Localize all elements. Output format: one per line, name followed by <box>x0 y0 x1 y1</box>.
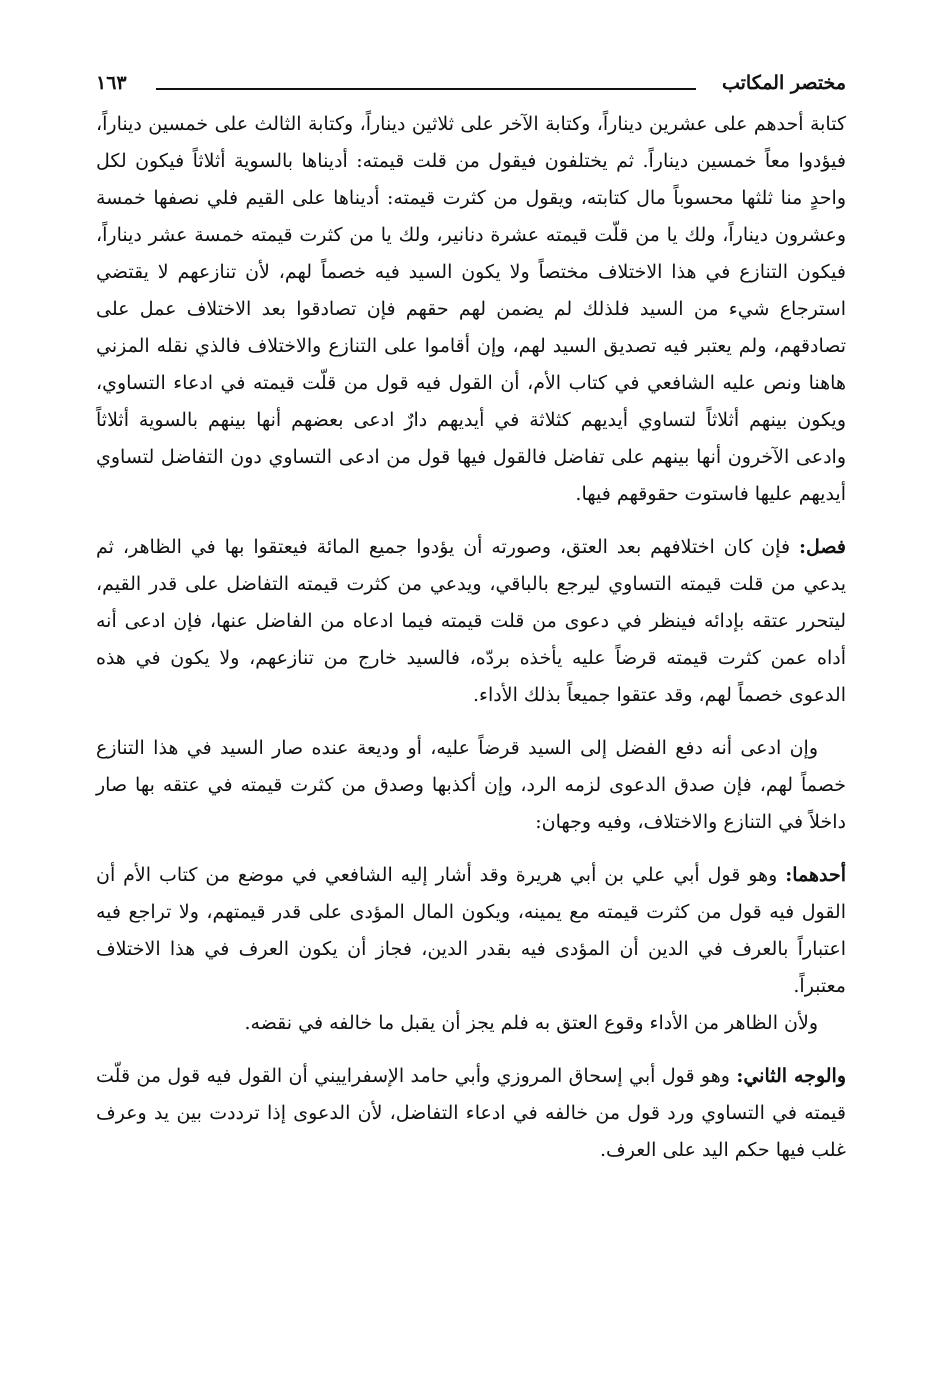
section-term: فصل: <box>799 536 846 558</box>
paragraph <box>96 1005 846 1042</box>
section-term: أحدهما: <box>785 864 846 886</box>
paragraph-text: وهو قول أبي علي بن أبي هريرة وقد أشار إليه الشافعي في موضع من كتاب الأم أن القول فيه قول من كثرت قيمته مع يمينه، ويكون المال المؤدى على قدر قيمتهم، ولا تراجع فيه اعتباراً بالعرف في الدين أن المؤدى فيه بقدر الدين، فجاز أن يكون العرف في هذا الاختلاف معتبراً. <box>96 864 846 997</box>
body-text <box>96 106 846 1169</box>
paragraph <box>96 106 846 513</box>
paragraph-text: وهو قول أبي إسحاق المروزي وأبي حامد الإسفراييني أن القول فيه قول من قلّت قيمته في التساوي ورد قول من خالفه في ادعاء التفاضل، لأن الدعوى إذا ترددت بين يد وعرف غلب فيها حكم اليد على العرف. <box>96 1065 846 1161</box>
paragraph <box>96 529 846 714</box>
header-title: مختصر المكاتب <box>721 72 846 94</box>
paragraph-text: وإن ادعى أنه دفع الفضل إلى السيد قرضاً عليه، أو وديعة عنده صار السيد في هذا التنازع خصماً لهم، فإن صدق الدعوى لزمه الرد، وإن أكذبها وصدق من كثرت قيمته في عتقه بها صار داخلاً في التنازع والاختلاف، وفيه وجهان: <box>96 737 846 833</box>
paragraph <box>96 730 846 841</box>
paragraph-text: كتابة أحدهم على عشرين ديناراً، وكتابة الآخر على ثلاثين ديناراً، وكتابة الثالث على خمسين ديناراً، فيؤدوا معاً خمسين ديناراً. ثم يختلفون فيقول من قلت قيمته: أديناها بالسوية أثلاثاً فيكون لكل واحدٍ منا ثلثها محسوباً مال كتابته، ويقول من كثرت قيمته: أديناها على القيم فلي نصفها خمسة وعشرون ديناراً، ولك يا من قلّت قيمته عشرة دنانير، ولك يا من كثرت قيمته خمسة عشر ديناراً، فيكون التنازع في هذا الاختلاف مختصاً ولا يكون السيد فيه خصماً لهم، لأن تنازعهم لا يقتضي استرجاع شيء من السيد فلذلك لم يضمن لهم حقهم فإن تصادقوا بعد الاختلاف عمل على تصادقهم، ولم يعتبر فيه تصديق السيد لهم، وإن أقاموا على التنازع والاختلاف فالذي نقله المزني هاهنا ونص عليه الشافعي في كتاب الأم، أن القول فيه قول من قلّت قيمته في ادعاء التساوي، ويكون بينهم أثلاثاً لتساوي أيديهم كثلاثة في أيديهم دارٌ ادعى بعضهم أنها بينهم بالسوية أثلاثاً وادعى الآخرون أنها بينهم على تفاضل فالقول فيها قول من ادعى التساوي دون التفاضل لتساوي أيديهم عليها فاستوت حقوقهم فيها. <box>96 113 846 505</box>
running-header <box>96 72 846 106</box>
page-number: ١٦٣ <box>96 72 127 94</box>
header-rule <box>156 88 696 90</box>
paragraph <box>96 857 846 1005</box>
section-term: والوجه الثاني: <box>736 1065 846 1087</box>
paragraph-text: ولأن الظاهر من الأداء وقوع العتق به فلم يجز أن يقبل ما خالفه في نقضه. <box>244 1012 818 1034</box>
paragraph-text: فإن كان اختلافهم بعد العتق، وصورته أن يؤدوا جميع المائة فيعتقوا بها في الظاهر، ثم يدعي من قلت قيمته التساوي ليرجع بالباقي، ويدعي من كثرت قيمته التفاضل على قدر القيم، ليتحرر عتقه بإدائه فينظر في دعوى من قلت قيمته فيما ادعاه من الفاضل عنها، فإن ادعى أنه أداه عمن كثرت قيمته قرضاً عليه يأخذه بردّه، فالسيد خارج من تنازعهم، ولا يكون في هذه الدعوى خصماً لهم، وقد عتقوا جميعاً بذلك الأداء. <box>96 536 846 706</box>
paragraph <box>96 1058 846 1169</box>
